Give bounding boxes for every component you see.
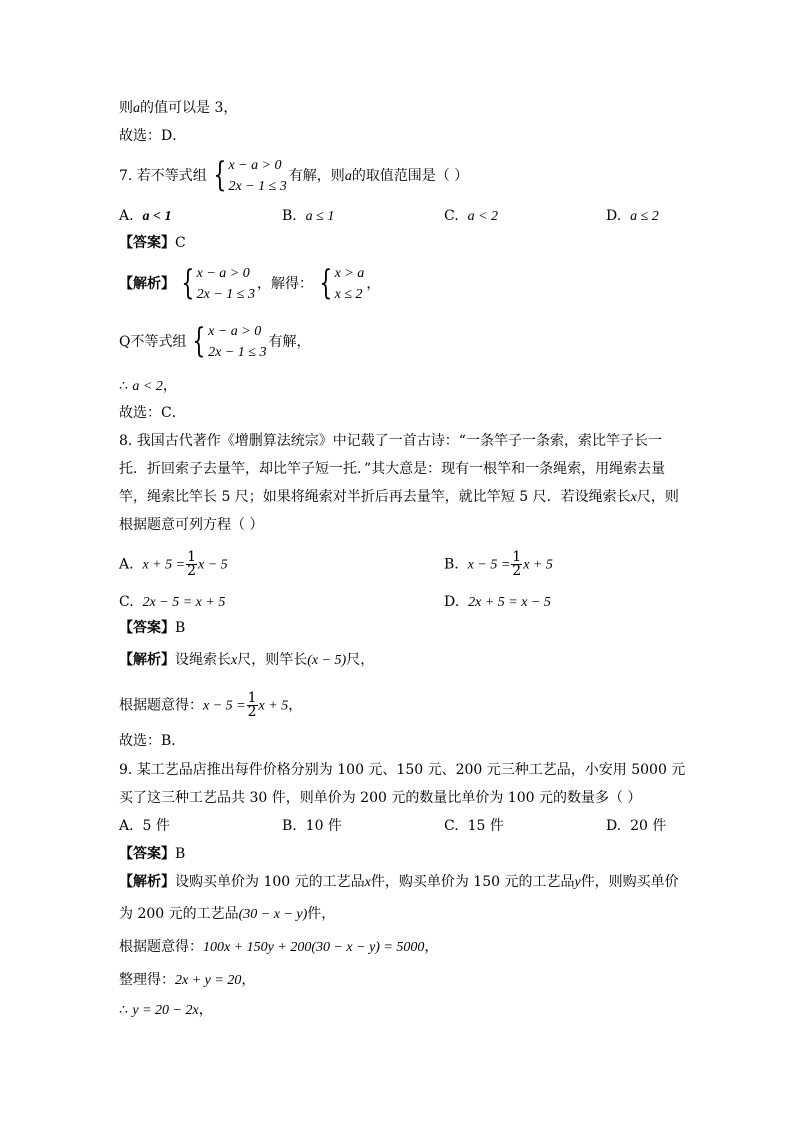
q8-stem-line1: 8. 我国古代著作《增删算法统宗》中记载了一首古诗：“一条竿子一条索，索比竿子长一 xyxy=(119,433,662,449)
q8-option-a: A. x + 5 = $\frac{1}{2}$ x − 5 xyxy=(119,549,228,579)
q7-sys-line1: x − a > 0 xyxy=(228,158,282,173)
q8-answer: 【答案】B xyxy=(119,620,186,636)
q9-equation-1: 根据题意得：100x + 150y + 200(30 − x − y) = 5000， xyxy=(119,939,439,955)
q7-because-line: Q不等式组 { x − a > 0 2x − 1 ≤ 3 有解， xyxy=(119,321,311,361)
q8-final-answer: 故选：B． xyxy=(119,733,186,749)
q9-analysis-line1: 【解析】设购买单价为 100 元的工艺品x件，购买单价为 150 元的工艺品y件，则购买单价 xyxy=(119,874,679,890)
q7-stem xyxy=(119,154,468,199)
q8-option-c: C. 2x − 5 = x + 5 xyxy=(119,594,226,610)
q7-analysis: 【解析】 { x − a > 0 2x − 1 ≤ 3 ，解得： { x > a x ≤ 2 ， xyxy=(119,263,381,303)
q7-answer xyxy=(119,233,186,253)
q7-final-answer: 故选：C． xyxy=(119,405,186,421)
q8-option-d: D. 2x + 5 = x − 5 xyxy=(444,594,551,610)
q7-option-a: A. a < 1 xyxy=(119,208,172,224)
answer-label: 【答案】 xyxy=(119,235,175,251)
q7-sys-line2: 2x − 1 ≤ 3 xyxy=(228,179,287,194)
q7-because-system: { x − a > 0 2x − 1 ≤ 3 xyxy=(192,321,267,361)
q9-stem-line1: 9. 某工艺品店推出每件价格分别为 100 元、150 元、200 元三种工艺品，小安用 5000 元 xyxy=(119,762,686,778)
therefore-symbol: ∴ xyxy=(119,378,128,394)
q6-conclusion xyxy=(119,98,237,119)
q7-stem-suffix: 的取值范围是（ ） xyxy=(351,168,469,184)
analysis-label: 【解析】 xyxy=(119,276,175,292)
q9-equation-2: 整理得：2x + y = 20， xyxy=(119,972,256,988)
q9-analysis-line2: 为 200 元的工艺品(30 − x − y)件， xyxy=(119,906,336,922)
q9-stem-line2: 买了这三种工艺品共 30 件，则单价为 200 元的数量比单价为 100 元的数量多（ ） xyxy=(119,790,642,806)
q9-answer: 【答案】B xyxy=(119,846,186,862)
q9-equation-3: ∴ y = 20 − 2x， xyxy=(119,1002,213,1018)
q7-therefore-line: ∴ a < 2， xyxy=(119,378,177,394)
q8-stem-line3: 竿，绳索比竿长 5 尺；如果将绳索对半折后再去量竿，就比竿短 5 尺．若设绳索长x尺，则 xyxy=(119,489,679,505)
q9-option-b: B. 10 件 xyxy=(282,818,342,834)
q6-answer-line: 故选：D． xyxy=(119,128,187,144)
q7-analysis-system-2: { x > a x ≤ 2 xyxy=(319,263,365,303)
q7-option-d: D. a ≤ 2 xyxy=(606,208,659,224)
q9-option-c: C. 15 件 xyxy=(444,818,504,834)
q8-stem-line2: 托．折回索子去量竿，却比竿子短一托．”其大意是：现有一根竿和一条绳索，用绳索去量 xyxy=(119,461,666,477)
therefore-symbol: ∴ xyxy=(119,1002,128,1018)
q7-option-c: C. a < 2 xyxy=(444,208,499,224)
q9-option-a: A. 5 件 xyxy=(119,818,170,834)
q6-conclusion-suffix: 的值可以是 3， xyxy=(140,100,238,116)
q8-equation: 根据题意得：x − 5 = $\frac{1}{2}$ x + 5， xyxy=(119,690,303,720)
q6-var-a: a xyxy=(133,101,140,116)
q7-analysis-system-1: { x − a > 0 2x − 1 ≤ 3 xyxy=(181,263,255,303)
q7-inequality-system: { x − a > 0 2x − 1 ≤ 3 xyxy=(213,155,287,195)
q6-conclusion-prefix: 则 xyxy=(119,100,133,116)
q8-option-b: B. x − 5 = $\frac{1}{2}$ x + 5 xyxy=(444,549,553,579)
q7-option-b: B. a ≤ 1 xyxy=(282,208,335,224)
answer-value: C xyxy=(175,235,186,251)
q7-var-a: a xyxy=(344,169,352,184)
q7-stem-mid: 有解，则 xyxy=(288,168,345,184)
q8-stem-line4: 根据题意可列方程（ ） xyxy=(119,517,264,533)
q7-stem-prefix: 7. 若不等式组 xyxy=(119,168,207,184)
q9-option-d: D. 20 件 xyxy=(606,818,667,834)
q8-analysis: 【解析】设绳索长x尺，则竿长(x − 5)尺， xyxy=(119,652,375,668)
